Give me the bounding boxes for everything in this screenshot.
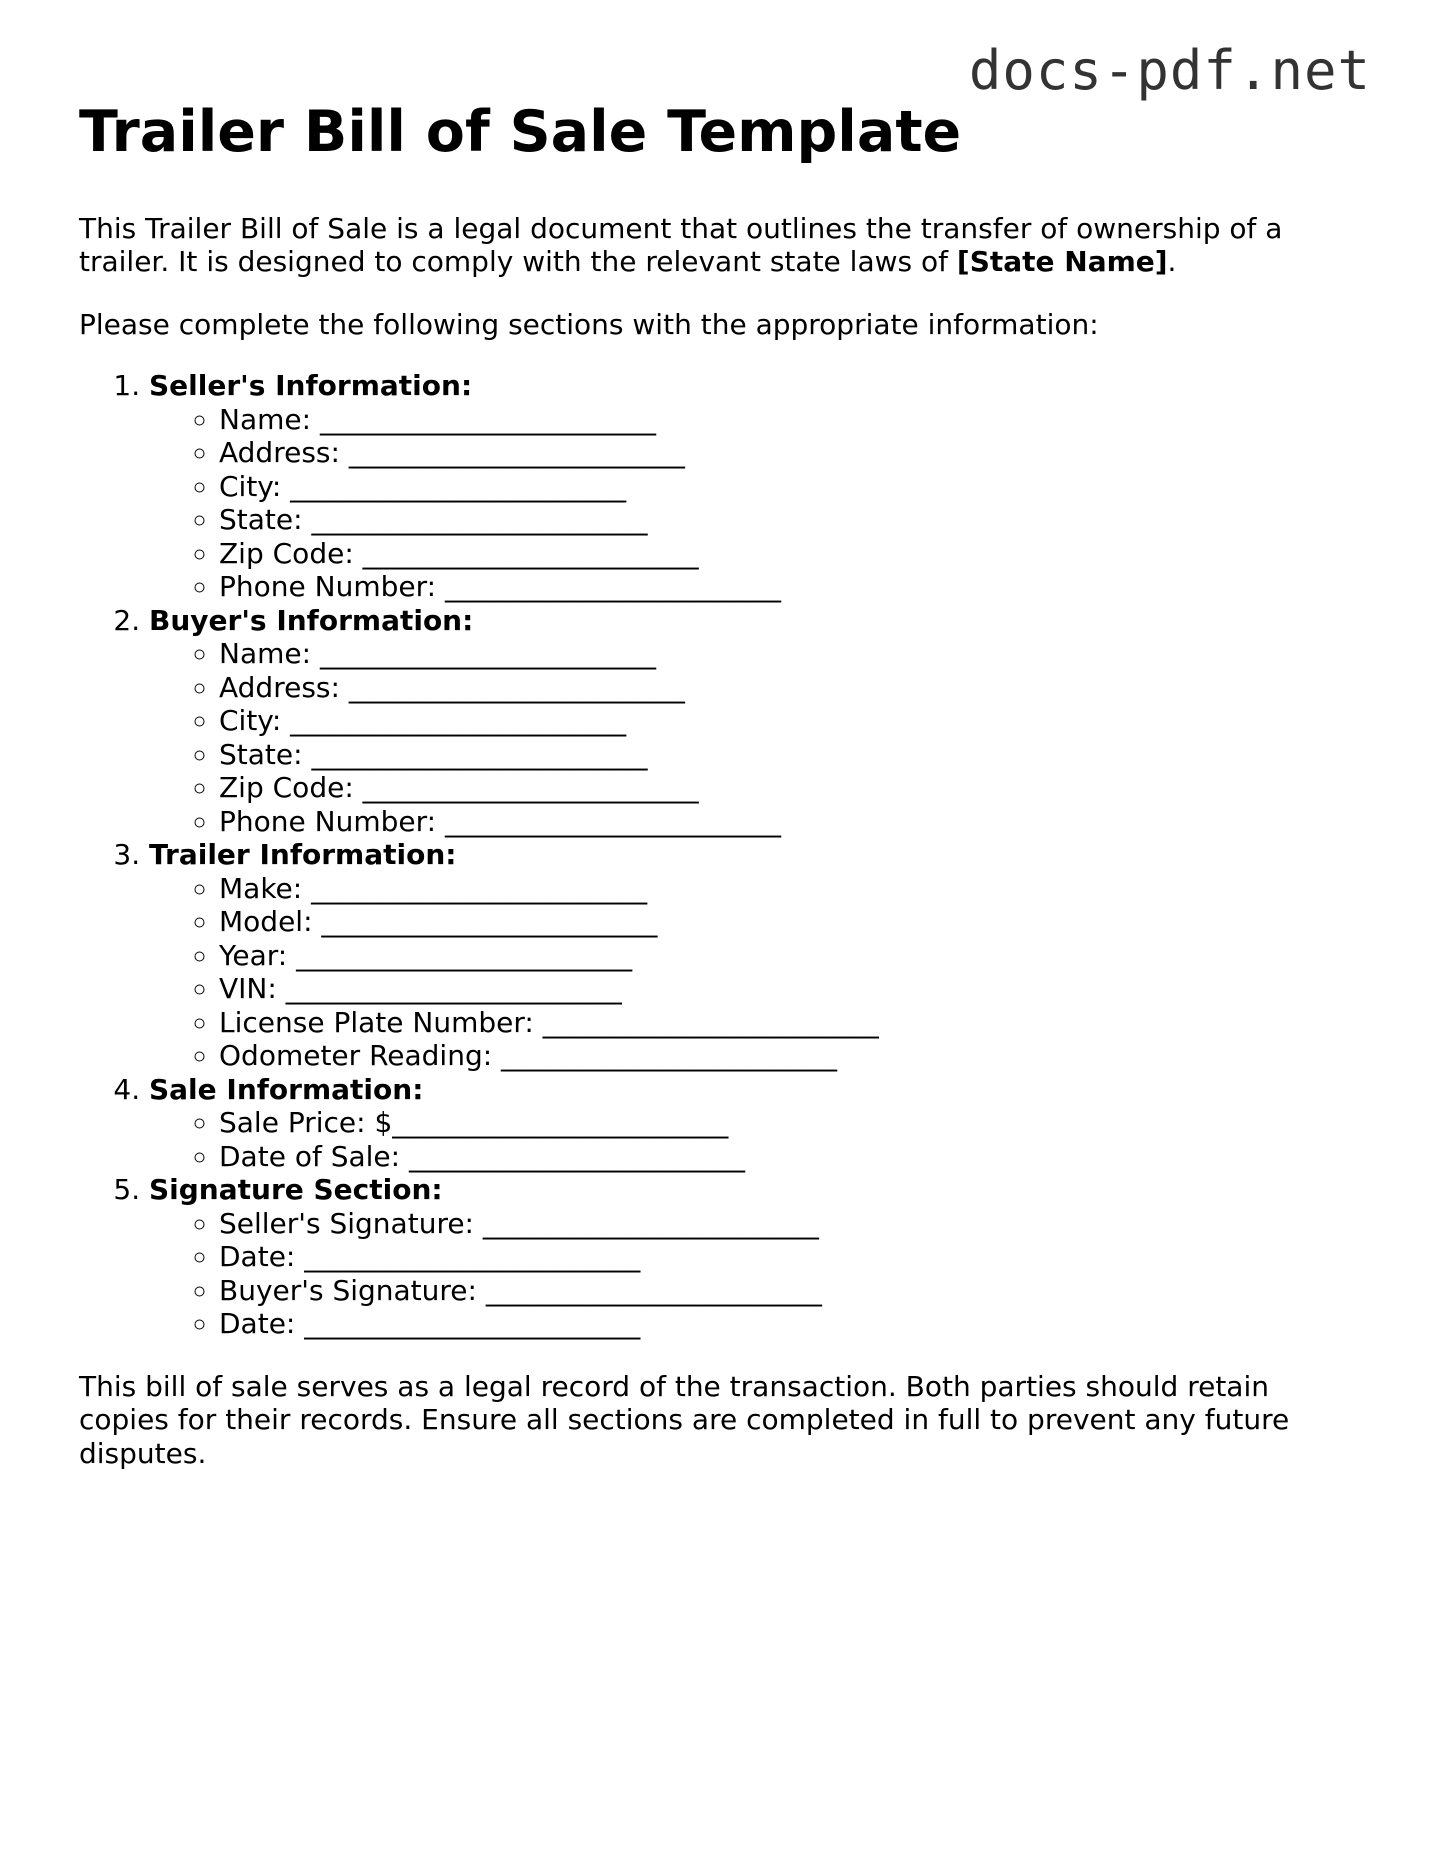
- field-buyer-name: ◦ Name: ________________________: [219, 637, 1349, 671]
- field-list: [149, 637, 1349, 838]
- section-title: Sale Information:: [149, 1072, 424, 1106]
- field-trailer-make: ◦ Make: ________________________: [219, 872, 1349, 906]
- field-seller-state: ◦ State: ________________________: [219, 503, 1349, 537]
- field-buyer-signature-date: ◦ Date: ________________________: [219, 1307, 1349, 1341]
- field-buyer-signature: ◦ Buyer's Signature: ________________________: [219, 1274, 1349, 1308]
- field-trailer-year: ◦ Year: ________________________: [219, 939, 1349, 973]
- section-title: Signature Section:: [149, 1173, 443, 1207]
- field-buyer-city: ◦ City: ________________________: [219, 704, 1349, 738]
- intro-text: This Trailer Bill of Sale is a legal document that outlines the transfer of ownership of a trailer. It is designed to comply with the relevant state laws of: [79, 211, 1283, 279]
- field-buyer-zip-code: ◦ Zip Code: ________________________: [219, 771, 1349, 805]
- field-buyer-state: ◦ State: ________________________: [219, 738, 1349, 772]
- field-trailer-vin: ◦ VIN: ________________________: [219, 972, 1349, 1006]
- field-buyer-address: ◦ Address: ________________________: [219, 671, 1349, 705]
- field-date-of-sale: ◦ Date of Sale: ________________________: [219, 1140, 1349, 1174]
- document-page: [79, 100, 1349, 1470]
- field-seller-signature-date: ◦ Date: ________________________: [219, 1240, 1349, 1274]
- field-license-plate-number: ◦ License Plate Number: ________________________: [219, 1006, 1349, 1040]
- field-seller-address: ◦ Address: ________________________: [219, 436, 1349, 470]
- field-odometer-reading: ◦ Odometer Reading: ________________________: [219, 1039, 1349, 1073]
- state-name-placeholder: [State Name]: [956, 245, 1168, 279]
- watermark: docs-pdf.net: [968, 39, 1371, 102]
- field-seller-name: ◦ Name: ________________________: [219, 403, 1349, 437]
- intro-paragraph: [79, 212, 1349, 279]
- section-buyer-information: [149, 604, 1349, 839]
- section-sale-information: [149, 1073, 1349, 1174]
- field-list: [149, 872, 1349, 1073]
- intro-text-end: .: [1167, 245, 1177, 279]
- field-seller-phone-number: ◦ Phone Number: ________________________: [219, 570, 1349, 604]
- instructions-paragraph: Please complete the following sections with the appropriate information:: [79, 307, 1099, 341]
- section-signature: [149, 1173, 1349, 1341]
- page-title: Trailer Bill of Sale Template: [79, 99, 962, 165]
- field-list: [149, 403, 1349, 604]
- section-trailer-information: [149, 838, 1349, 1073]
- section-seller-information: [149, 369, 1349, 604]
- field-list: [149, 1106, 1349, 1173]
- section-title: Buyer's Information:: [149, 603, 474, 637]
- closing-paragraph: This bill of sale serves as a legal record of the transaction. Both parties should retain copies for their records. Ensure all sections are completed in full to prevent any future disputes.: [79, 1369, 1290, 1470]
- section-title: Trailer Information:: [149, 838, 457, 872]
- section-title: Seller's Information:: [149, 369, 473, 403]
- field-seller-city: ◦ City: ________________________: [219, 470, 1349, 504]
- field-list: [149, 1207, 1349, 1341]
- field-buyer-phone-number: ◦ Phone Number: ________________________: [219, 805, 1349, 839]
- field-trailer-model: ◦ Model: ________________________: [219, 905, 1349, 939]
- field-seller-zip-code: ◦ Zip Code: ________________________: [219, 537, 1349, 571]
- field-seller-signature: ◦ Seller's Signature: ________________________: [219, 1207, 1349, 1241]
- field-sale-price: ◦ Sale Price: $________________________: [219, 1106, 1349, 1140]
- sections-list: [79, 369, 1349, 1341]
